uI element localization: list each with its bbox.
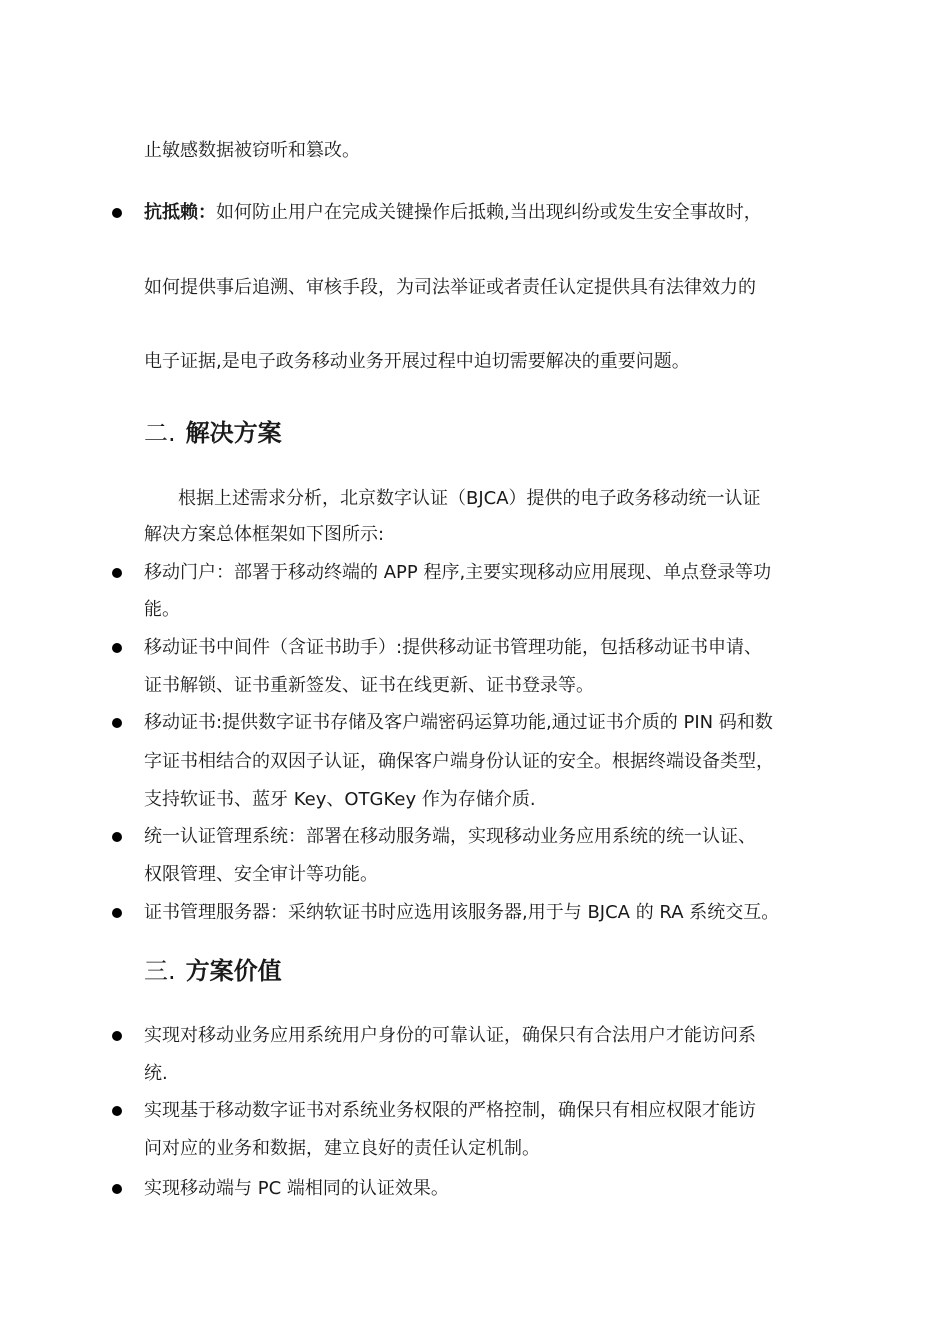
section-2-item-1-line-2: 能。: [144, 599, 180, 620]
section-3-item-1-line-1: 实现对移动业务应用系统用户身份的可靠认证，确保只有合法用户才能访问系: [144, 1025, 756, 1046]
section-2-item-2-line-2: 证书解锁、证书重新签发、证书在线更新、证书登录等。: [144, 675, 594, 696]
section-3-heading: [144, 956, 282, 986]
section-2-item-4-line-2: 权限管理、安全审计等功能。: [144, 864, 378, 885]
bullet-dot: [112, 1031, 122, 1041]
bullet-dot: [112, 568, 122, 578]
section-2-intro-line-2: 解决方案总体框架如下图所示:: [144, 524, 385, 545]
section-2-item-5-line-1: 证书管理服务器：采纳软证书时应选用该服务器,用于与 BJCA 的 RA 系统交互。: [144, 902, 780, 923]
non-repudiation-line-1: [144, 201, 762, 225]
non-repudiation-line-2: 如何提供事后追溯、审核手段，为司法举证或者责任认定提供具有法律效力的: [144, 277, 756, 298]
bullet-dot: [112, 908, 122, 918]
section-2-intro-line-1: 根据上述需求分析，北京数字认证（BJCA）提供的电子政务移动统一认证: [178, 488, 761, 509]
section-3-item-2-line-2: 问对应的业务和数据，建立良好的责任认定机制。: [144, 1138, 540, 1159]
continuation-text: 止敏感数据被窃听和篡改。: [144, 140, 360, 161]
section-2-title: 解决方案: [185, 419, 282, 447]
bullet-dot: [112, 1106, 122, 1116]
section-2-item-3-line-3: 支持软证书、蓝牙 Key、OTGKey 作为存储介质.: [144, 789, 536, 810]
section-2-number: 二.: [144, 419, 176, 447]
bullet-dot: [112, 1184, 122, 1194]
bullet-dot: [112, 832, 122, 842]
section-3-item-3-line-1: 实现移动端与 PC 端相同的认证效果。: [144, 1178, 449, 1199]
section-2-item-2-line-1: 移动证书中间件（含证书助手）:提供移动证书管理功能，包括移动证书申请、: [144, 637, 763, 658]
non-repudiation-term: 抗抵赖：: [144, 202, 216, 223]
section-2-item-3-line-2: 字证书相结合的双因子认证，确保客户端身份认证的安全。根据终端设备类型，: [144, 751, 774, 772]
non-repudiation-text: 如何防止用户在完成关键操作后抵赖,当出现纠纷或发生安全事故时，: [216, 202, 762, 223]
section-2-item-1-line-1: 移动门户：部署于移动终端的 APP 程序,主要实现移动应用展现、单点登录等功: [144, 562, 772, 583]
bullet-dot: [112, 718, 122, 728]
section-3-number: 三.: [144, 957, 176, 985]
section-2-item-4-line-1: 统一认证管理系统：部署在移动服务端，实现移动业务应用系统的统一认证、: [144, 826, 756, 847]
section-3-item-2-line-1: 实现基于移动数字证书对系统业务权限的严格控制，确保只有相应权限才能访: [144, 1100, 756, 1121]
section-3-title: 方案价值: [185, 957, 282, 985]
non-repudiation-line-3: 电子证据,是电子政务移动业务开展过程中迫切需要解决的重要问题。: [144, 351, 690, 372]
section-3-item-1-line-2: 统.: [144, 1063, 168, 1084]
section-2-item-3-line-1: 移动证书:提供数字证书存储及客户端密码运算功能,通过证书介质的 PIN 码和数: [144, 712, 773, 733]
bullet-dot: [112, 643, 122, 653]
bullet-dot: [112, 208, 122, 218]
section-2-heading: [144, 418, 282, 448]
